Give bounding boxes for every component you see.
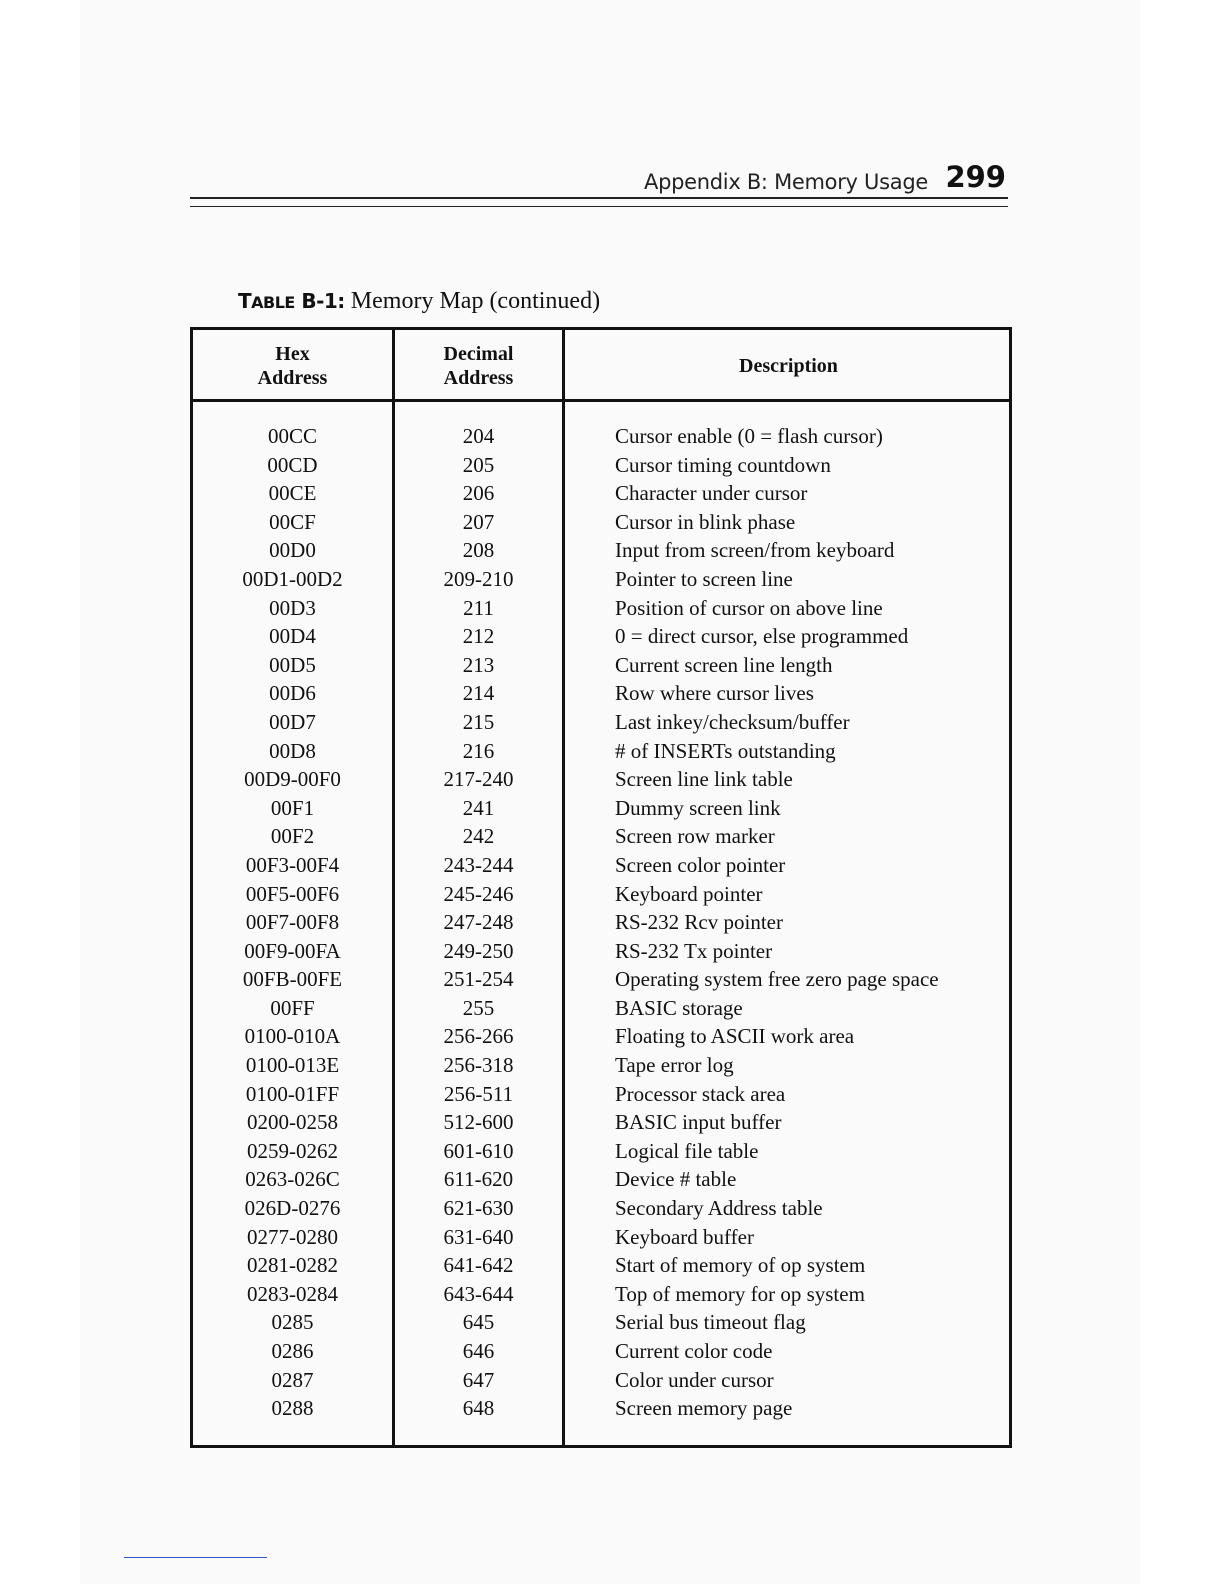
hex-cell: 00CE bbox=[268, 481, 317, 506]
description-cell: Device # table bbox=[615, 1167, 737, 1192]
header-rule-thin bbox=[190, 206, 1008, 207]
decimal-cell: 641-642 bbox=[443, 1253, 514, 1278]
decimal-cell: 255 bbox=[462, 995, 495, 1020]
hex-cell: 00F3-00F4 bbox=[245, 852, 340, 877]
decimal-cell: 211 bbox=[463, 595, 494, 620]
memory-map-table bbox=[190, 327, 1012, 1448]
description-cell: Cursor enable (0 = flash cursor) bbox=[615, 424, 883, 448]
description-cell: Pointer to screen line bbox=[615, 566, 793, 591]
table-row bbox=[193, 451, 1009, 480]
table-row bbox=[193, 1223, 1009, 1252]
decimal-cell: 647 bbox=[462, 1367, 495, 1392]
description-cell: Dummy screen link bbox=[615, 795, 781, 820]
description-cell: Current color code bbox=[615, 1339, 773, 1363]
hex-cell: 0100-01FF bbox=[245, 1081, 340, 1106]
description-cell: Screen line link table bbox=[615, 767, 793, 792]
hex-cell: 00FF bbox=[270, 995, 315, 1020]
hex-cell: 0277-0280 bbox=[247, 1224, 338, 1249]
description-cell: Character under cursor bbox=[615, 481, 808, 506]
table-row bbox=[193, 479, 1009, 508]
hex-cell: 00D4 bbox=[269, 624, 316, 649]
decimal-cell: 241 bbox=[462, 795, 495, 820]
description-cell: Screen memory page bbox=[615, 1396, 793, 1421]
table-row bbox=[193, 679, 1009, 708]
description-cell: Top of memory for op system bbox=[615, 1281, 865, 1306]
table-row bbox=[193, 965, 1009, 994]
description-cell: BASIC input buffer bbox=[615, 1110, 782, 1135]
decimal-cell: 242 bbox=[462, 824, 495, 849]
description-cell: Current screen line length bbox=[615, 652, 833, 677]
hex-cell: 0287 bbox=[271, 1367, 314, 1392]
description-cell: Start of memory of op system bbox=[615, 1253, 866, 1278]
table-row bbox=[193, 1022, 1009, 1051]
hex-cell: 00D9-00F0 bbox=[244, 767, 341, 792]
decimal-cell: 643-644 bbox=[443, 1281, 514, 1306]
description-cell: Processor stack area bbox=[615, 1081, 786, 1106]
running-head bbox=[190, 158, 1008, 198]
decimal-cell: 208 bbox=[462, 538, 495, 563]
column-header-description: Description bbox=[739, 355, 838, 377]
hex-cell: 00FB-00FE bbox=[242, 967, 343, 992]
description-cell: Secondary Address table bbox=[615, 1196, 823, 1221]
decimal-cell: 245-246 bbox=[443, 881, 514, 906]
table-row bbox=[193, 1251, 1009, 1280]
table-row bbox=[193, 594, 1009, 623]
table-row bbox=[193, 994, 1009, 1023]
header-divider bbox=[193, 399, 1009, 402]
table-row bbox=[193, 565, 1009, 594]
hex-cell: 00D5 bbox=[269, 652, 316, 677]
hex-cell: 00D6 bbox=[269, 681, 316, 706]
description-cell: Color under cursor bbox=[615, 1367, 774, 1392]
header-rule-thick bbox=[190, 197, 1008, 199]
table-row bbox=[193, 1337, 1009, 1366]
decimal-cell: 251-254 bbox=[443, 967, 514, 992]
hex-cell: 026D-0276 bbox=[244, 1196, 341, 1221]
description-cell: Position of cursor on above line bbox=[615, 595, 883, 620]
table-row bbox=[193, 1280, 1009, 1309]
description-cell: Keyboard pointer bbox=[615, 881, 763, 906]
decimal-cell: 214 bbox=[462, 681, 495, 706]
hex-cell: 0263-026C bbox=[245, 1167, 340, 1192]
hex-cell: 0283-0284 bbox=[247, 1281, 338, 1306]
decimal-cell: 212 bbox=[462, 624, 495, 649]
table-row bbox=[193, 1108, 1009, 1137]
hex-cell: 00D0 bbox=[269, 538, 316, 563]
hex-cell: 0100-013E bbox=[245, 1053, 340, 1078]
decimal-cell: 216 bbox=[462, 738, 495, 763]
description-cell: Cursor timing countdown bbox=[615, 452, 831, 477]
description-cell: Floating to ASCII work area bbox=[615, 1024, 855, 1049]
description-cell: Last inkey/checksum/buffer bbox=[615, 709, 850, 734]
decimal-cell: 247-248 bbox=[443, 910, 514, 935]
decimal-cell: 256-318 bbox=[443, 1053, 514, 1078]
hex-cell: 00F9-00FA bbox=[244, 938, 341, 963]
table-row bbox=[193, 908, 1009, 937]
decimal-cell: 249-250 bbox=[443, 938, 514, 963]
column-header-hex: Hex Address bbox=[257, 343, 328, 389]
hex-cell: 00F7-00F8 bbox=[245, 910, 340, 935]
decimal-cell: 648 bbox=[462, 1396, 495, 1421]
hex-cell: 00F2 bbox=[270, 824, 315, 849]
hex-cell: 00CF bbox=[269, 509, 316, 534]
decimal-cell: 217-240 bbox=[443, 767, 514, 792]
decimal-cell: 204 bbox=[462, 424, 495, 448]
table-row bbox=[193, 422, 1009, 451]
decimal-cell: 601-610 bbox=[443, 1138, 514, 1163]
decimal-cell: 621-630 bbox=[443, 1196, 514, 1221]
hex-cell: 00CC bbox=[267, 424, 317, 448]
table-label: TABLE B-1: bbox=[238, 289, 345, 313]
hex-cell: 00D1-00D2 bbox=[242, 566, 343, 591]
description-cell: BASIC storage bbox=[615, 995, 743, 1020]
description-cell: Screen color pointer bbox=[615, 852, 786, 877]
table-row bbox=[193, 1080, 1009, 1109]
table-row bbox=[193, 622, 1009, 651]
decimal-cell: 205 bbox=[462, 452, 495, 477]
table-row bbox=[193, 1194, 1009, 1223]
decimal-cell: 645 bbox=[462, 1310, 495, 1335]
hex-cell: 0281-0282 bbox=[247, 1253, 338, 1278]
decimal-cell: 611-620 bbox=[443, 1167, 514, 1192]
description-cell: 0 = direct cursor, else programmed bbox=[615, 624, 909, 649]
description-cell: Logical file table bbox=[615, 1138, 759, 1163]
hex-cell: 0286 bbox=[271, 1339, 314, 1363]
decimal-cell: 256-266 bbox=[443, 1024, 514, 1049]
decimal-cell: 215 bbox=[462, 709, 495, 734]
hex-cell: 00D7 bbox=[269, 709, 316, 734]
table-row bbox=[193, 1051, 1009, 1080]
table-row bbox=[193, 1308, 1009, 1337]
description-cell: # of INSERTs outstanding bbox=[615, 738, 836, 763]
table-row bbox=[193, 794, 1009, 823]
table-row bbox=[193, 880, 1009, 909]
table-row bbox=[193, 737, 1009, 766]
table-row bbox=[193, 1394, 1009, 1423]
table-body bbox=[193, 422, 1009, 1423]
decimal-cell: 646 bbox=[462, 1339, 495, 1363]
decimal-cell: 213 bbox=[462, 652, 495, 677]
table-row bbox=[193, 536, 1009, 565]
description-cell: Operating system free zero page space bbox=[615, 967, 939, 992]
decimal-cell: 209-210 bbox=[443, 566, 514, 591]
decimal-cell: 243-244 bbox=[443, 852, 514, 877]
table-row bbox=[193, 1137, 1009, 1166]
decimal-cell: 207 bbox=[462, 509, 495, 534]
footnote-rule bbox=[124, 1557, 267, 1558]
hex-cell: 0285 bbox=[271, 1310, 314, 1335]
table-row bbox=[193, 937, 1009, 966]
description-cell: Keyboard buffer bbox=[615, 1224, 754, 1249]
hex-cell: 0200-0258 bbox=[247, 1110, 338, 1135]
description-cell: Serial bus timeout flag bbox=[615, 1310, 806, 1335]
description-cell: Tape error log bbox=[615, 1053, 734, 1078]
table-row bbox=[193, 1366, 1009, 1395]
decimal-cell: 512-600 bbox=[443, 1110, 514, 1135]
table-row bbox=[193, 1165, 1009, 1194]
table-row bbox=[193, 822, 1009, 851]
column-header-decimal: Decimal Address bbox=[443, 343, 514, 389]
hex-cell: 0259-0262 bbox=[247, 1138, 338, 1163]
description-cell: Cursor in blink phase bbox=[615, 509, 796, 534]
hex-cell: 00F5-00F6 bbox=[245, 881, 340, 906]
decimal-cell: 631-640 bbox=[443, 1224, 514, 1249]
hex-cell: 0100-010A bbox=[244, 1024, 341, 1049]
hex-cell: 00D3 bbox=[269, 595, 316, 620]
table-title: Memory Map (continued) bbox=[350, 288, 601, 314]
table-row bbox=[193, 851, 1009, 880]
section-title: Appendix B: Memory Usage bbox=[644, 170, 928, 194]
table-row bbox=[193, 651, 1009, 680]
hex-cell: 00F1 bbox=[270, 795, 315, 820]
description-cell: Row where cursor lives bbox=[615, 681, 814, 706]
description-cell: RS-232 Rcv pointer bbox=[615, 910, 783, 935]
description-cell: RS-232 Tx pointer bbox=[615, 938, 773, 963]
table-row bbox=[193, 765, 1009, 794]
hex-cell: 00D8 bbox=[269, 738, 316, 763]
table-row bbox=[193, 708, 1009, 737]
hex-cell: 00CD bbox=[267, 452, 318, 477]
table-caption bbox=[238, 288, 600, 320]
decimal-cell: 206 bbox=[462, 481, 495, 506]
hex-cell: 0288 bbox=[271, 1396, 314, 1421]
table-row bbox=[193, 508, 1009, 537]
page-number: 299 bbox=[945, 160, 1006, 194]
description-cell: Input from screen/from keyboard bbox=[615, 538, 895, 563]
description-cell: Screen row marker bbox=[615, 824, 775, 849]
decimal-cell: 256-511 bbox=[443, 1081, 514, 1106]
